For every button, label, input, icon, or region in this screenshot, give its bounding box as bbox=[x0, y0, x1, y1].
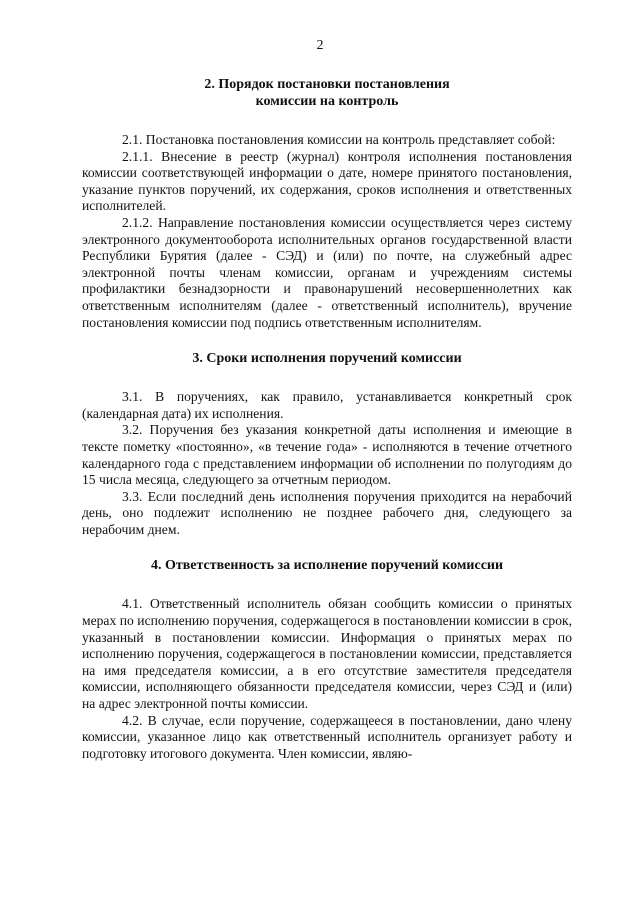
paragraph-3-1: 3.1. В поручениях, как правило, устанавливается конкретный срок (календарная дата) их исполнения. bbox=[82, 389, 572, 421]
paragraph-4-1: 4.1. Ответственный исполнитель обязан сообщить комиссии о принятых мерах по исполнению поручения, содержащегося в постановлении комиссии в срок, указанный в постановлении комиссии. Информация о принятых мерах по исполнению поручения, содержащегося в постановлении комиссии, представляется на имя председателя комиссии, а в его отсутствие заместителя председателя комиссии, исполняющего обязанности председателя комиссии, через СЭД и (или) на адрес электронной почты комиссии. bbox=[82, 596, 572, 712]
section-heading-line: 4. Ответственность за исполнение поручений комиссии bbox=[150, 558, 504, 574]
section-heading-line: комиссии на контроль bbox=[255, 94, 399, 109]
page-number: 2 bbox=[316, 38, 324, 53]
paragraph-4-2: 4.2. В случае, если поручение, содержащееся в постановлении, дано члену комиссии, указанное лицо как ответственный исполнитель организует работу и подготовку итогового документа. Член комиссии, являю- bbox=[82, 712, 572, 761]
document-body bbox=[82, 76, 572, 762]
section-2-heading bbox=[82, 76, 572, 110]
paragraph-3-3: 3.3. Если последний день исполнения поручения приходится на нерабочий день, оно подлежит исполнению не позднее рабочего дня, следующего за нерабочим днем. bbox=[82, 488, 572, 537]
paragraph-2-1-1: 2.1.1. Внесение в реестр (журнал) контроля исполнения постановления комиссии соответствующей информации о дате, номере принятого постановления, указание пунктов поручений, их содержания, сроков исполнения и ответственных исполнителей. bbox=[82, 148, 572, 214]
paragraph-2-1-2: 2.1.2. Направление постановления комиссии осуществляется через систему электронного документооборота исполнительных органов государственной власти Республики Бурятия (далее - СЭД) и (или) по почте, на служебный адрес электронной почты членам комиссии, органам и учреждениям системы профилактики безнадзорности и правонарушений несовершеннолетних как ответственным исполнителям (далее - ответственный исполнитель), вручение постановления комиссии под подпись ответственным исполнителям. bbox=[82, 214, 572, 330]
section-heading-line: 3. Сроки исполнения поручений комиссии bbox=[192, 351, 462, 367]
section-4-heading bbox=[82, 557, 572, 574]
section-3-heading bbox=[82, 350, 572, 367]
section-heading-line: 2. Порядок постановки постановления bbox=[204, 77, 450, 92]
paragraph-3-2: 3.2. Поручения без указания конкретной даты исполнения и имеющие в тексте пометку «постоянно», «в течение года» - исполняются в течение отчетного календарного года с представлением информации об исполнении по полугодиям до 15 числа месяца, следующего за отчетным периодом. bbox=[82, 422, 572, 488]
paragraph-2-1: 2.1. Постановка постановления комиссии на контроль представляет собой: bbox=[122, 132, 556, 147]
